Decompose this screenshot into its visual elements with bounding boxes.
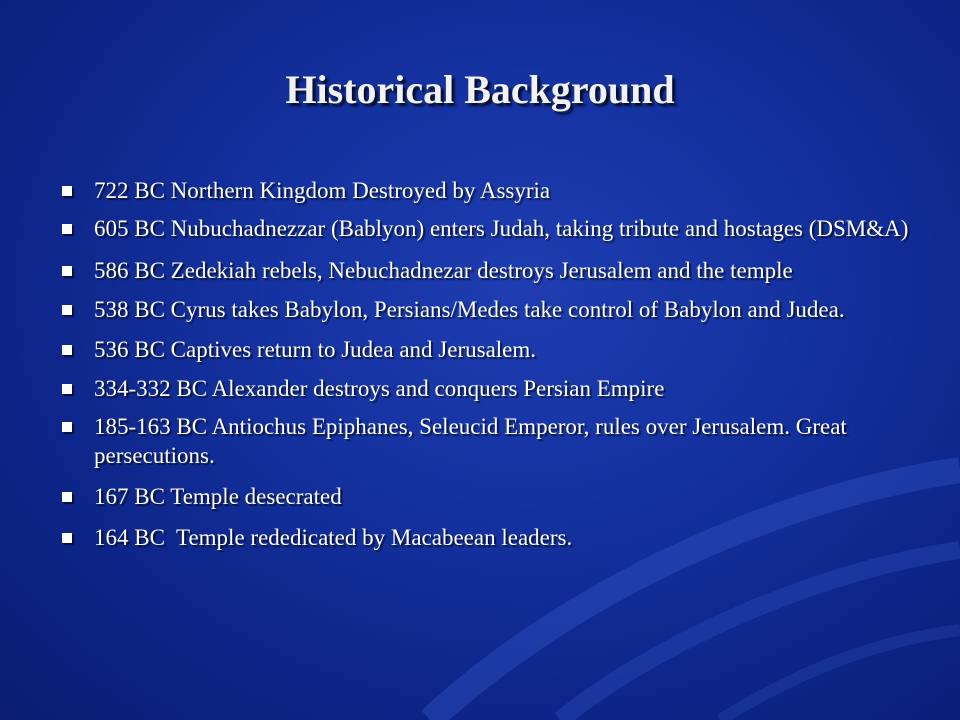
square-bullet-icon [62, 384, 72, 394]
bullet-item [62, 412, 912, 470]
square-bullet-icon [62, 266, 72, 276]
square-bullet-icon [62, 533, 72, 543]
bullet-text: 164 BC Temple rededicated by Macabeean leaders. [94, 525, 573, 550]
square-bullet-icon [62, 305, 72, 315]
bullet-item [62, 335, 912, 364]
bullet-item [62, 374, 912, 403]
square-bullet-icon [62, 186, 72, 196]
square-bullet-icon [62, 422, 72, 432]
square-bullet-icon [62, 492, 72, 502]
bullet-text: 586 BC Zedekiah rebels, Nebuchadnezar destroys Jerusalem and the temple [94, 258, 793, 283]
square-bullet-icon [62, 224, 72, 234]
bullet-text: 605 BC Nubuchadnezzar (Bablyon) enters Judah, taking tribute and hostages (DSM&A) [94, 216, 909, 241]
bullet-text: 536 BC Captives return to Judea and Jerusalem. [94, 337, 537, 362]
bullet-text: 334-332 BC Alexander destroys and conquers Persian Empire [94, 376, 665, 401]
slide-title: Historical Background [285, 67, 675, 112]
bullet-item [62, 214, 912, 243]
bullet-item [62, 256, 912, 285]
bullet-text: 185-163 BC Antiochus Epiphanes, Seleucid Emperor, rules over Jerusalem. Great persecutions. [94, 414, 847, 468]
square-bullet-icon [62, 345, 72, 355]
bullet-item [62, 482, 912, 511]
bullet-item [62, 295, 912, 324]
bullet-text: 538 BC Cyrus takes Babylon, Persians/Medes take control of Babylon and Judea. [94, 297, 845, 322]
bullet-item [62, 176, 912, 205]
bullet-item [62, 523, 912, 552]
bullet-list [62, 176, 912, 552]
bullet-text: 167 BC Temple desecrated [94, 484, 342, 509]
bullet-text: 722 BC Northern Kingdom Destroyed by Assyria [94, 178, 551, 203]
